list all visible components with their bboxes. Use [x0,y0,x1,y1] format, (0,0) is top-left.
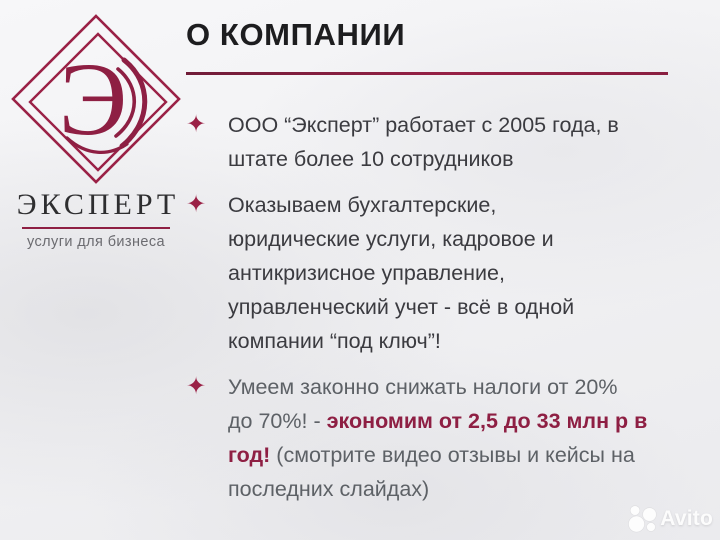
list-item [186,370,672,506]
avito-watermark [628,504,713,534]
bullet-line: управленческий учет - всё в одной [228,295,575,319]
bullet-line-normal: (смотрите видео отзывы и кейсы на [270,443,635,467]
bullet-line-normal: до 70%! - [228,409,327,433]
bullet-line: антикризисное управление, [228,261,505,285]
avito-watermark-label: Avito [660,507,713,530]
bullet-line: ООО “Эксперт” работает с 2005 года, в [228,113,619,137]
brand-tagline: услуги для бизнеса [27,234,165,250]
brand-block [0,0,192,250]
bullet-text [228,370,672,506]
bullet-text [228,108,672,176]
bullet-star-icon: ✦ [186,373,207,400]
title-rule [186,72,668,75]
about-bullet-list [186,108,672,506]
list-item [186,188,672,358]
bullet-star-icon: ✦ [186,111,207,138]
content-column [186,0,672,506]
list-item [186,108,672,176]
bullet-line-highlight: год! [228,443,271,467]
bullet-line: штате более 10 сотрудников [228,147,514,171]
brand-underline [22,227,170,229]
bullet-line [228,404,672,438]
bullet-star-icon: ✦ [186,191,207,218]
bullet-line: компании “под ключ”! [228,329,441,353]
bullet-text [228,188,672,358]
bullet-line: юридические услуги, кадровое и [228,227,554,251]
avito-dots-icon [628,504,658,534]
bullet-line [228,438,672,472]
brand-name: ЭКСПЕРТ [16,188,180,221]
brand-monogram: Э [58,42,128,157]
brand-diamond-icon [5,6,187,188]
bullet-line-highlight: экономим от 2,5 до 33 млн р в [326,409,648,433]
page-title: О КОМПАНИИ [186,17,406,52]
bullet-line: последних слайдах) [228,477,430,501]
bullet-line: Умеем законно снижать налоги от 20% [228,375,618,399]
bullet-line: Оказываем бухгалтерские, [228,193,497,217]
